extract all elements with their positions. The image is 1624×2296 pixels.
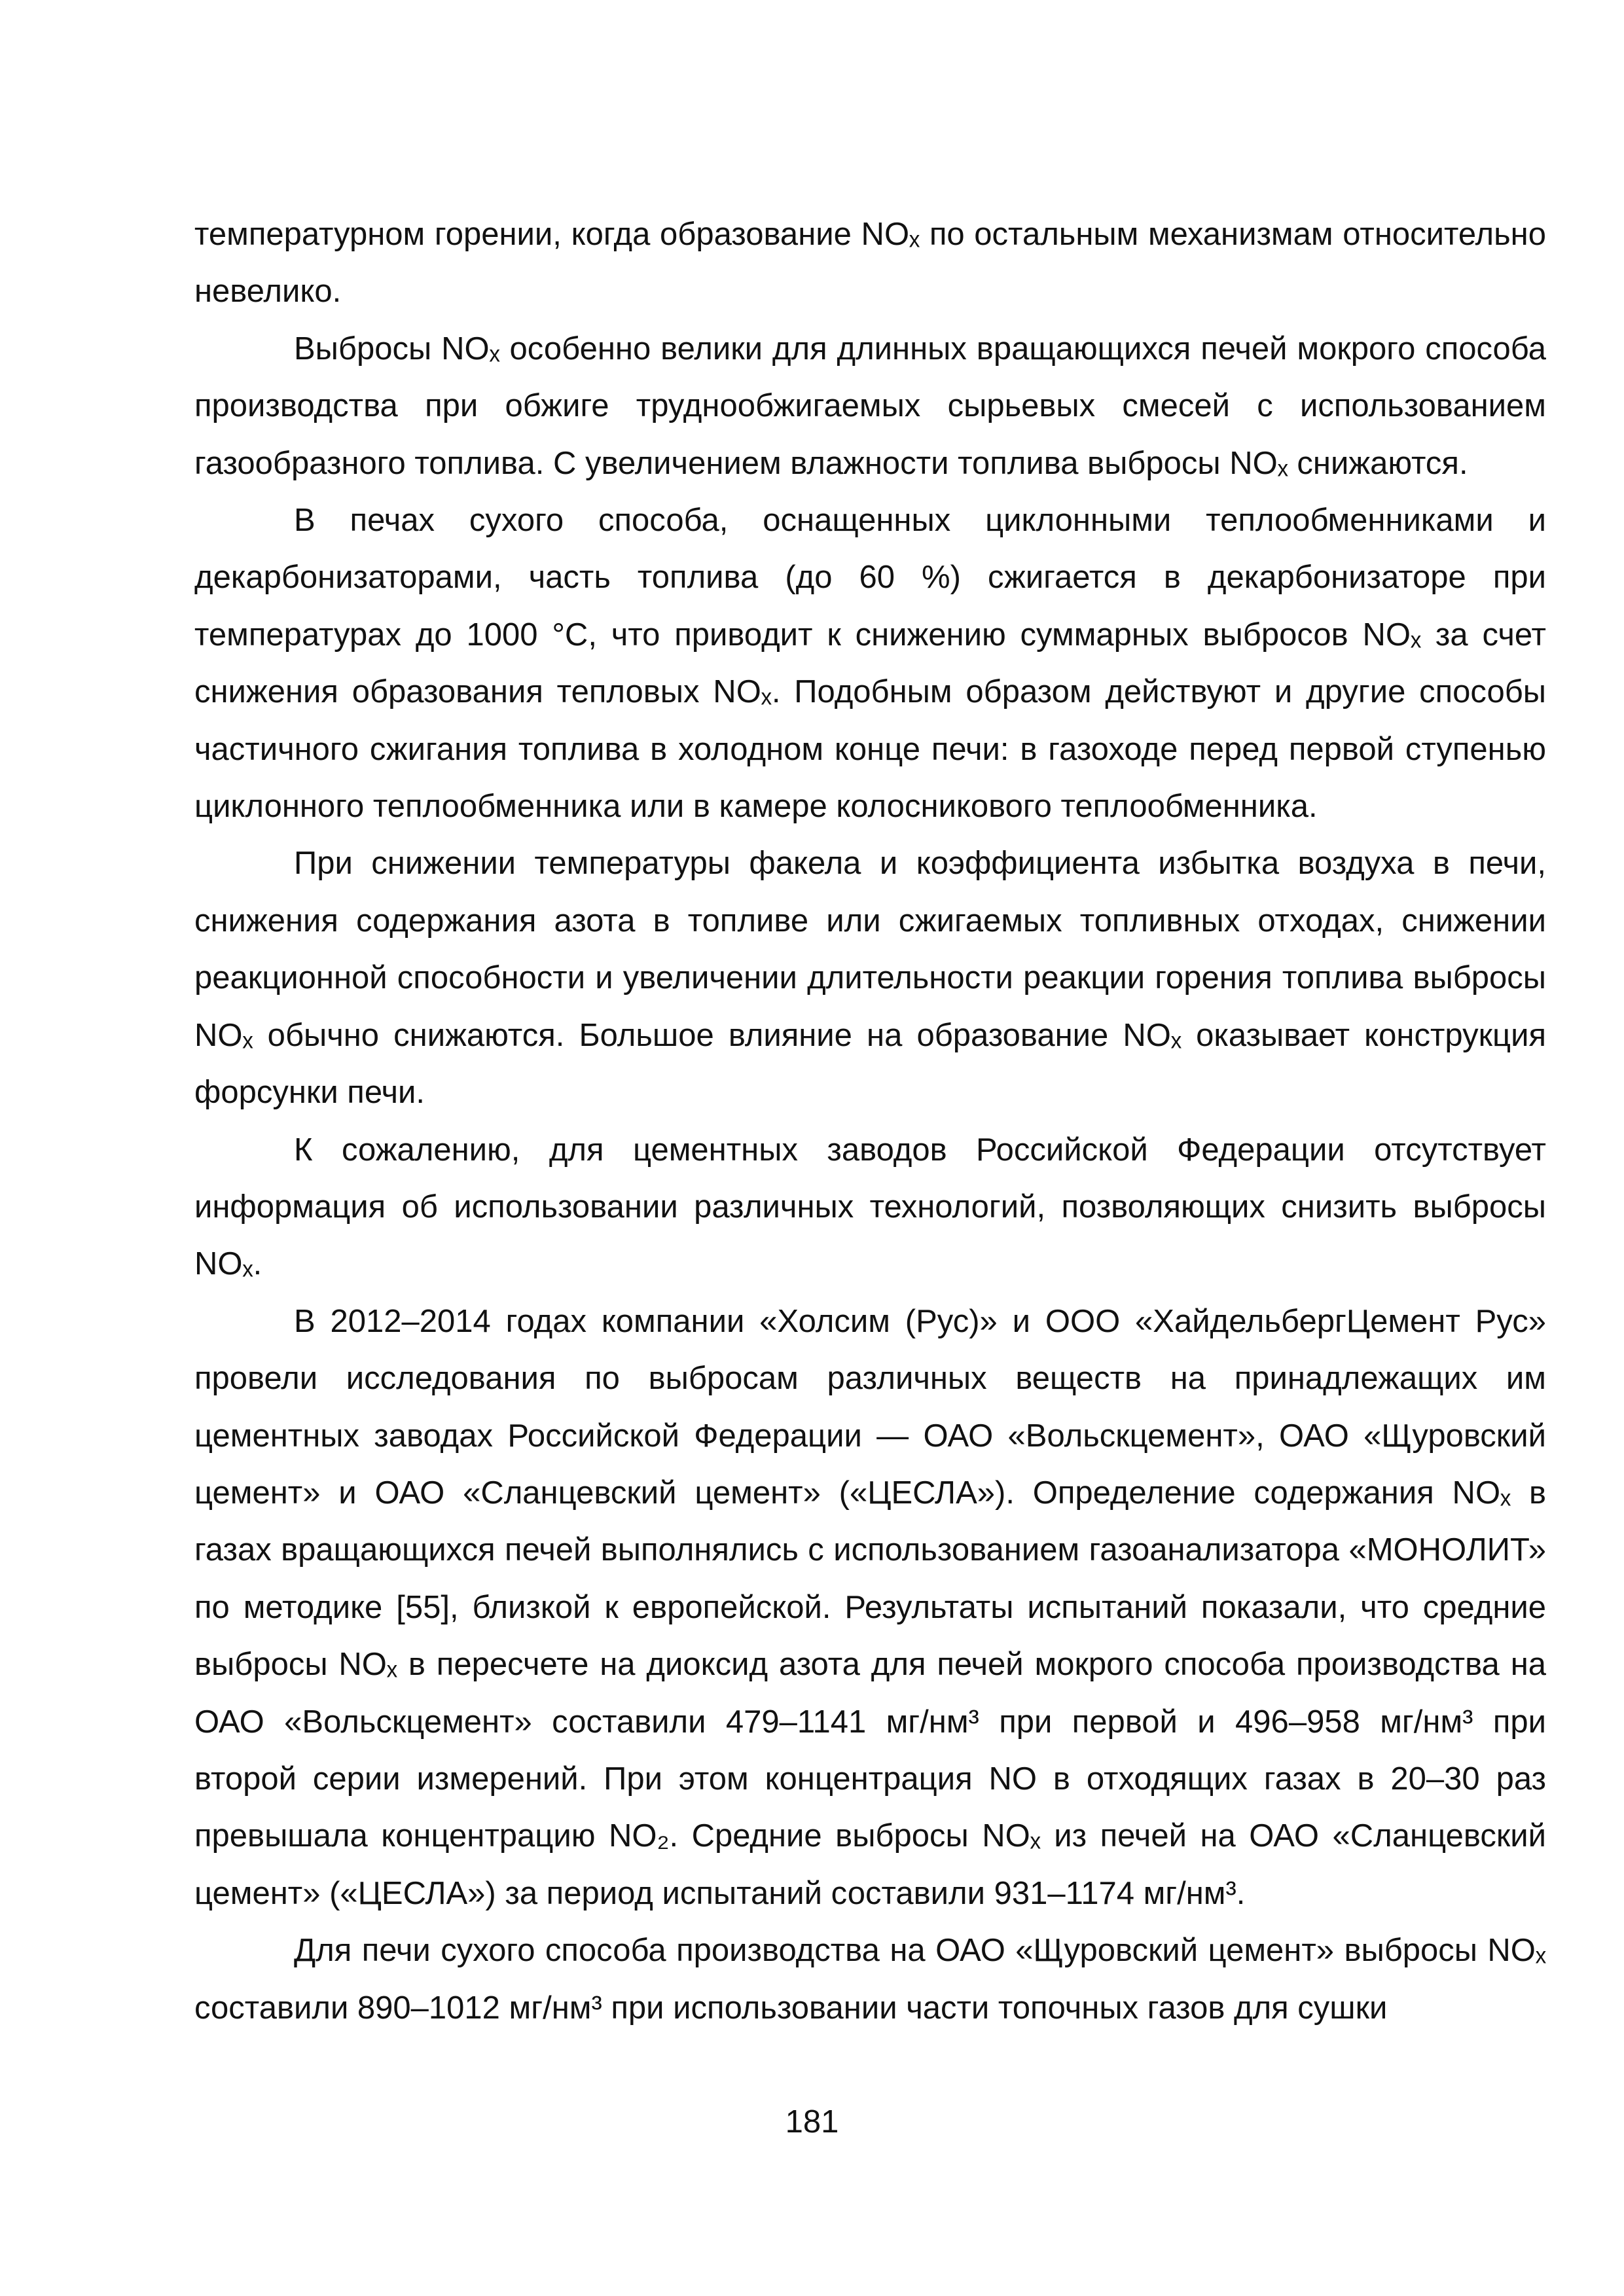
- page-number: 181: [785, 2104, 839, 2140]
- paragraph-1: температурном горении, когда образование NOₓ по остальным механизмам относительно невелико.: [194, 217, 1546, 310]
- paragraph-4: При снижении температуры факела и коэффициента избытка воздуха в печи, снижения содержания азота в топливе или сжигаемых топливных отходах, снижении реакционной способности и увеличении длительности реакции горения топлива выбросы NOₓ обычно снижаются. Большое влияние на образование NOₓ оказывает конструкция форсунки печи.: [194, 846, 1546, 1111]
- paragraph-7: Для печи сухого способа производства на ОАО «Щуровский цемент» выбросы NOₓ составили 890–1012 мг/нм³ при использовании части топочных газов для сушки: [194, 1933, 1546, 2026]
- paragraph-3: В печах сухого способа, оснащенных циклонными теплообменниками и декарбонизаторами, часть топлива (до 60 %) сжигается в декарбонизаторе при температурах до 1000 °C, что приводит к снижению суммарных выбросов NOₓ за счет снижения образования тепловых NOₓ. Подобным образом действуют и другие способы частичного сжигания топлива в холодном конце печи: в газоходе перед первой ступенью циклонного теплообменника или в камере колосникового теплообменника.: [194, 503, 1546, 825]
- paragraph-2: Выбросы NOₓ особенно велики для длинных вращающихся печей мокрого способа производства при обжиге труднообжигаемых сырьевых смесей с использованием газообразного топлива. С увеличением влажности топлива выбросы NOₓ снижаются.: [194, 331, 1546, 481]
- body-text: [194, 206, 1546, 2037]
- paragraph-6: В 2012–2014 годах компании «Холсим (Рус)» и ООО «ХайдельбергЦемент Рус» провели исследования по выбросам различных веществ на принадлежащих им цементных заводах Российской Федерации — ОАО «Вольскцемент», ОАО «Щуровский цемент» и ОАО «Сланцевский цемент» («ЦЕСЛА»). Определение содержания NOₓ в газах вращающихся печей выполнялись с использованием газоанализатора «МОНОЛИТ» по методике [55], близкой к европейской. Результаты испытаний показали, что средние выбросы NOₓ в пересчете на диоксид азота для печей мокрого способа производства на ОАО «Вольскцемент» составили 479–1141 мг/нм³ при первой и 496–958 мг/нм³ при второй серии измерений. При этом концентрация NO в отходящих газах в 20–30 раз превышала концентрацию NO₂. Средние выбросы NOₓ из печей на ОАО «Сланцевский цемент» («ЦЕСЛА») за период испытаний составили 931–1174 мг/нм³.: [194, 1303, 1546, 1911]
- paragraph-5: К сожалению, для цементных заводов Российской Федерации отсутствует информация об использовании различных технологий, позволяющих снизить выбросы NOₓ.: [194, 1132, 1546, 1282]
